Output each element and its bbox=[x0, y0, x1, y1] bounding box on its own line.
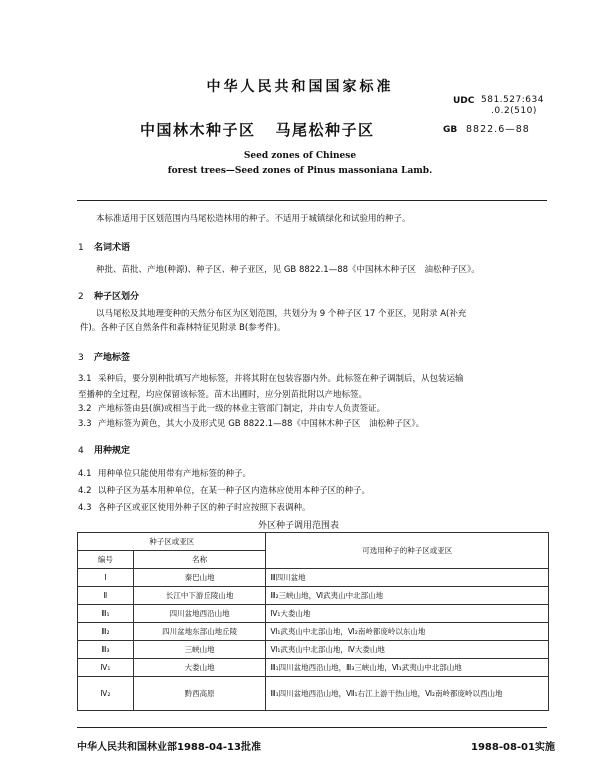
usable-zones: Ⅲ₁四川盆地西沿山地，Ⅲ₃三峡山地，Ⅵ₁武夷山中北部山地 bbox=[266, 659, 549, 677]
section-number: 1 bbox=[78, 243, 84, 253]
title-part1: 中国林木种子区 bbox=[140, 121, 256, 139]
clause-3-1 bbox=[78, 373, 464, 386]
section-2-text-line2: 件)。各种子区自然条件和森林特征见附录 B(参考件)。 bbox=[80, 323, 286, 333]
zone-code: Ⅳ₁ bbox=[78, 659, 134, 677]
seed-zone-table bbox=[77, 532, 549, 711]
clause-4-3 bbox=[78, 502, 311, 515]
udc-code-line1: 581.527:634 bbox=[481, 95, 544, 105]
section-2-heading bbox=[78, 289, 139, 302]
org-title: 中华人民共和国国家标准 bbox=[206, 79, 394, 95]
clause-4-1 bbox=[78, 468, 251, 481]
table-caption: 外区种子调用范围表 bbox=[258, 521, 340, 531]
zone-name: 四川盆地西沿山地 bbox=[133, 605, 266, 623]
clause-text: 各种子区或亚区使用外种子区的种子时应按照下表调种。 bbox=[98, 503, 311, 513]
udc-label: UDC bbox=[453, 96, 475, 106]
clause-text: 用种单位只能使用带有产地标签的种子。 bbox=[98, 469, 252, 479]
section-title: 种子区划分 bbox=[94, 292, 140, 302]
usable-zones-header: 可选用种子的种子区或亚区 bbox=[266, 533, 549, 569]
section-number: 3 bbox=[78, 353, 84, 363]
header-divider bbox=[77, 200, 547, 201]
table-row bbox=[78, 623, 549, 641]
usable-zones: Ⅲ₁四川盆地西沿山地，Ⅶ₁右江上游干热山地，Ⅵ₂南岭都庞岭以西山地 bbox=[266, 677, 549, 711]
clause-3-1-line2: 至播种的全过程，均应保留该标签。苗木出圃时，应分别苗批附以产地标签。 bbox=[78, 390, 368, 400]
table-row bbox=[78, 677, 549, 711]
zone-name: 大娄山地 bbox=[133, 659, 266, 677]
usable-zones: Ⅲ四川盆地 bbox=[266, 569, 549, 587]
zone-code: Ⅲ₃ bbox=[78, 641, 134, 659]
zone-name: 秦巴山地 bbox=[133, 569, 266, 587]
usable-zones: Ⅳ₁大娄山地 bbox=[266, 605, 549, 623]
section-title: 用种规定 bbox=[94, 446, 131, 456]
section-number: 4 bbox=[78, 446, 84, 456]
zone-code: Ⅲ₁ bbox=[78, 605, 134, 623]
name-header: 名称 bbox=[133, 551, 266, 569]
section-4-heading bbox=[78, 443, 130, 456]
section-number: 2 bbox=[78, 292, 84, 302]
group-header: 种子区或亚区 bbox=[78, 533, 266, 551]
code-header: 编号 bbox=[78, 551, 134, 569]
footer-divider bbox=[77, 727, 547, 728]
zone-name: 三峡山地 bbox=[133, 641, 266, 659]
clause-number: 4.1 bbox=[78, 469, 92, 479]
zone-name: 黔西高原 bbox=[133, 677, 266, 711]
approval-note: 中华人民共和国林业部1988-04-13批准 bbox=[77, 742, 261, 753]
section-title: 产地标签 bbox=[94, 353, 131, 363]
standard-title bbox=[140, 119, 375, 140]
table-row bbox=[78, 659, 549, 677]
zone-code: Ⅰ bbox=[78, 569, 134, 587]
table-row bbox=[78, 569, 549, 587]
section-1-heading bbox=[78, 240, 130, 253]
table-row bbox=[78, 641, 549, 659]
clause-4-2 bbox=[78, 485, 370, 498]
zone-code: Ⅳ₂ bbox=[78, 677, 134, 711]
table-row bbox=[78, 587, 549, 605]
clause-text: 产地标签为黄色，其大小及形式见 GB 8822.1—88《中国林木种子区 油松种子区》。 bbox=[98, 419, 425, 429]
zone-name: 四川盆地东部山地丘陵 bbox=[133, 623, 266, 641]
usable-zones: Ⅲ₂三峡山地，Ⅵ武夷山中北部山地 bbox=[266, 587, 549, 605]
clause-number: 3.3 bbox=[78, 419, 92, 429]
clause-number: 3.2 bbox=[78, 404, 92, 414]
section-title: 名词术语 bbox=[94, 243, 131, 253]
clause-number: 4.3 bbox=[78, 503, 92, 513]
usable-zones: Ⅵ₁武夷山中北部山地，Ⅳ大娄山地 bbox=[266, 641, 549, 659]
clause-text: 产地标签由县(旗)或相当于此一级的林业主管部门制定，并由专人负责签证。 bbox=[98, 404, 386, 414]
zone-code: Ⅲ₂ bbox=[78, 623, 134, 641]
intro-paragraph: 本标准适用于区划范围内马尾松造林用的种子。不适用于城镇绿化和试验用的种子。 bbox=[96, 214, 411, 224]
gb-code: 8822.6—88 bbox=[466, 124, 530, 135]
clause-text: 以种子区为基本用种单位，在某一种子区内造林应使用本种子区的种子。 bbox=[98, 486, 371, 496]
gb-label: GB bbox=[443, 125, 458, 135]
udc-code-line2: .0.2(510) bbox=[491, 106, 537, 116]
section-1-text: 种批、苗批、产地(种源)、种子区、种子亚区，见 GB 8822.1—88《中国林木种子区 油松种子区》。 bbox=[96, 265, 480, 275]
clause-3-2 bbox=[78, 403, 385, 416]
english-title-line2: forest trees—Seed zones of Pinus massoniana Lamb. bbox=[167, 166, 433, 176]
table-row bbox=[78, 605, 549, 623]
section-3-heading bbox=[78, 350, 130, 363]
title-part2: 马尾松种子区 bbox=[275, 121, 375, 139]
clause-text-line1: 采种后，要分别种批填写产地标签，并将其附在包装容器内外。此标签在种子调制后，从包装运输 bbox=[98, 374, 464, 384]
clause-number: 4.2 bbox=[78, 486, 92, 496]
clause-3-3 bbox=[78, 418, 424, 431]
english-title-line1: Seed zones of Chinese bbox=[243, 151, 357, 161]
section-2-text-line1: 以马尾松及其地理变种的天然分布区为区划范围，共划分为 9 个种子区 17 个亚区，见附录 A(补充 bbox=[96, 309, 467, 319]
zone-code: Ⅱ bbox=[78, 587, 134, 605]
usable-zones: Ⅵ₁武夷山中北部山地，Ⅵ₂南岭都庞岭以东山地 bbox=[266, 623, 549, 641]
clause-number: 3.1 bbox=[78, 374, 92, 384]
effective-date: 1988-08-01实施 bbox=[471, 742, 555, 753]
zone-name: 长江中下游丘陵山地 bbox=[133, 587, 266, 605]
